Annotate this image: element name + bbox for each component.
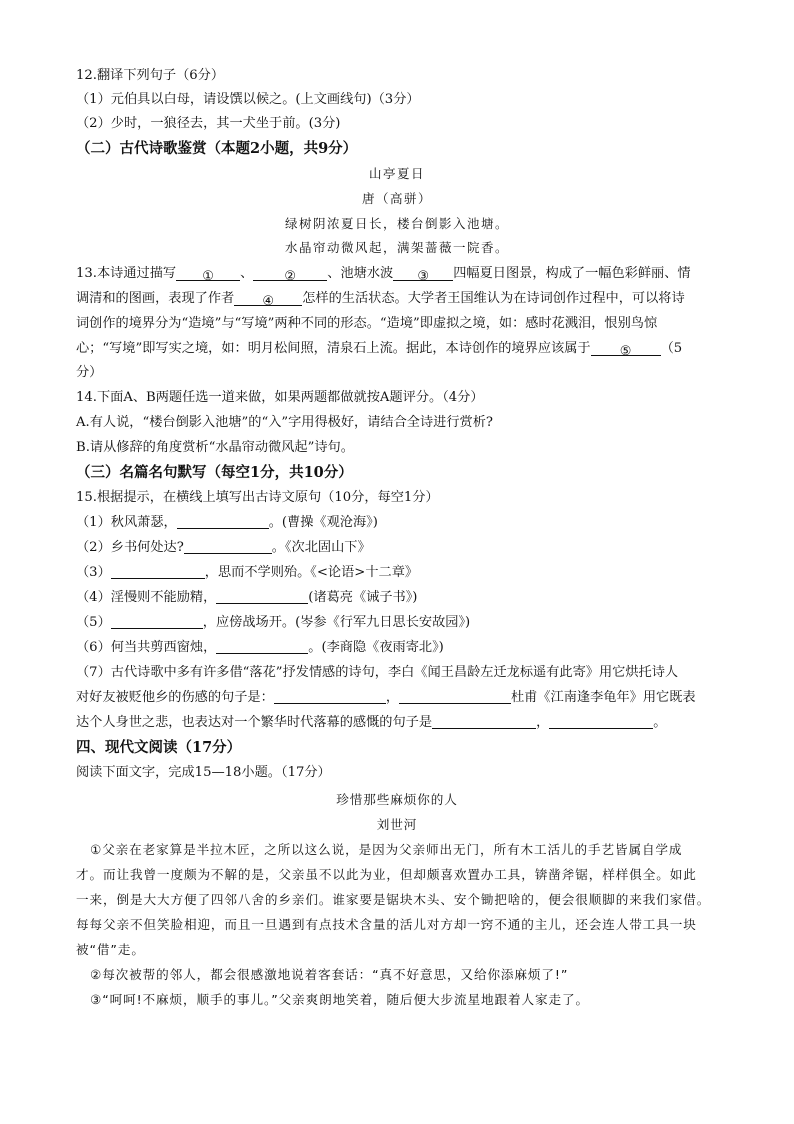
q13-blank-3[interactable]: ③: [393, 265, 453, 281]
q15-blank-8[interactable]: [399, 688, 511, 704]
q13-blank-1[interactable]: ①: [176, 265, 240, 281]
q13-blank-5[interactable]: ⑤: [591, 340, 661, 356]
q15-item-6: （6）何当共剪西窗烛， 。(李商隐《夜雨寄北》): [76, 640, 444, 655]
q15-item-7-line-1: （7）古代诗歌中多有许多借“落花”抒发情感的诗句，李白《闻王昌龄左迁龙标遥有此寄》用它烘托诗人: [76, 665, 679, 680]
q15-blank-7[interactable]: [274, 688, 386, 704]
poem-author: 唐（高骈）: [361, 191, 432, 206]
q15-item-7-line-3: 达个人身世之悲，也表达对一个繁华时代落幕的感慨的句子是 ， 。: [76, 715, 667, 730]
section-2-heading: （二）古代诗歌鉴赏（本题2小题，共9分）: [76, 140, 358, 157]
q15-blank-1[interactable]: [177, 513, 269, 529]
q15-blank-6[interactable]: [216, 638, 308, 654]
q15-blank-3[interactable]: [111, 563, 205, 579]
q15-blank-9[interactable]: [432, 713, 536, 729]
q13-line-2: 调清和的图画，表现了作者 ④ 怎样的生活状态。大学者王国维认为在诗词创作过程中，可以将诗: [76, 291, 685, 309]
q15-blank-5[interactable]: [111, 613, 203, 629]
q14-option-b: B.请从修辞的角度赏析“水晶帘动微风起”诗句。: [76, 440, 354, 455]
article-paragraph-2: ②每次被帮的邻人，都会很感激地说着客套话：“真不好意思，又给你添麻烦了!”: [90, 967, 569, 982]
q13-line-4: 心；“写境”即写实之境，如：明月松间照，清泉石上流。据此，本诗创作的境界应该属于 ⑤ （5: [76, 341, 683, 359]
q13-line-3: 词创作的境界分为“造境”与“写境”两种不同的形态。“造境”即虚拟之境，如：感时花溅泪，恨别鸟惊: [76, 316, 658, 331]
q13-blank-2[interactable]: ②: [253, 265, 327, 281]
section-3-heading: （三）名篇名句默写（每空1分，共10分）: [76, 464, 353, 481]
q15-item-3: （3） ，思而不学则殆。《<论语>十二章》: [76, 565, 419, 580]
article-author: 刘世河: [376, 817, 418, 832]
article-paragraph-1-line-2: 才。而让我曾一度颇为不解的是，父亲虽不以此为业，但却颇喜欢置办工具，锛凿斧锯，样样俱全。如此: [76, 867, 697, 882]
q15-blank-10[interactable]: [549, 713, 653, 729]
q13-line-5: 分）: [76, 365, 103, 380]
q13-line-1: 13.本诗通过描写 ① 、 ② 、池塘水波 ③ 四幅夏日图景，构成了一幅色彩鲜丽、情: [76, 266, 691, 284]
article-paragraph-1-line-3: 一来，倒是大大方便了四邻八舍的乡亲们。谁家要是锯块木头、安个锄把啥的，便会很顺脚的来我们家借。: [76, 892, 711, 907]
poem-line-2: 水晶帘动微风起，满架蔷薇一院香。: [284, 240, 509, 255]
article-title: 珍惜那些麻烦你的人: [336, 792, 458, 807]
article-paragraph-1-line-4: 每每父亲不但笑脸相迎，而且一旦遇到有点技术含量的活儿对方却一窍不通的主儿，还会连人带工具一块: [76, 917, 697, 932]
poem-title: 山亭夏日: [368, 166, 425, 181]
q12-title: 12.翻译下列句子（6分）: [76, 68, 225, 83]
poem-line-1: 绿树阴浓夏日长，楼台倒影入池塘。: [284, 216, 509, 231]
article-paragraph-1-line-5: 被“借”走。: [76, 942, 145, 957]
q15-item-7-line-2: 对好友被贬他乡的伤感的句子是： ， 杜甫《江南逢李龟年》用它既表: [76, 690, 696, 705]
q15-item-5: （5） ，应傍战场开。(岑参《行军九日思长安故园》): [76, 615, 471, 630]
section-4-heading: 四、现代文阅读（17分）: [76, 739, 242, 756]
q15-blank-2[interactable]: [184, 538, 272, 554]
q15-item-4: （4）淫慢则不能励精， (诸葛亮《诫子书》): [76, 590, 418, 605]
q14-option-a: A.有人说，“楼台倒影入池塘”的“入”字用得极好，请结合全诗进行赏析?: [76, 415, 494, 430]
section-4-intro: 阅读下面文字，完成15—18小题。（17分）: [76, 765, 331, 780]
q14-title: 14.下面A、B两题任选一道来做，如果两题都做就按A题评分。（4分）: [76, 390, 484, 405]
q15-item-2: （2）乡书何处达? 。《次北固山下》: [76, 540, 371, 555]
q15-title: 15.根据提示，在横线上填写出古诗文原句（10分，每空1分）: [76, 490, 439, 505]
q13-blank-4[interactable]: ④: [234, 290, 302, 306]
q12-item-2: （2）少时，一狼径去，其一犬坐于前。(3分): [76, 116, 341, 131]
q12-item-1: （1）元伯具以白母，请设馔以候之。(上文画线句)（3分）: [76, 92, 420, 107]
q15-blank-4[interactable]: [216, 588, 308, 604]
article-paragraph-1-line-1: ①父亲在老家算是半拉木匠，之所以这么说，是因为父亲师出无门，所有木工活儿的手艺皆属自学成: [90, 842, 683, 857]
article-paragraph-3: ③“呵呵!不麻烦，顺手的事儿。”父亲爽朗地笑着，随后便大步流星地跟着人家走了。: [90, 992, 589, 1007]
q15-item-1: （1）秋风萧瑟， 。(曹操《观沧海》): [76, 515, 378, 530]
